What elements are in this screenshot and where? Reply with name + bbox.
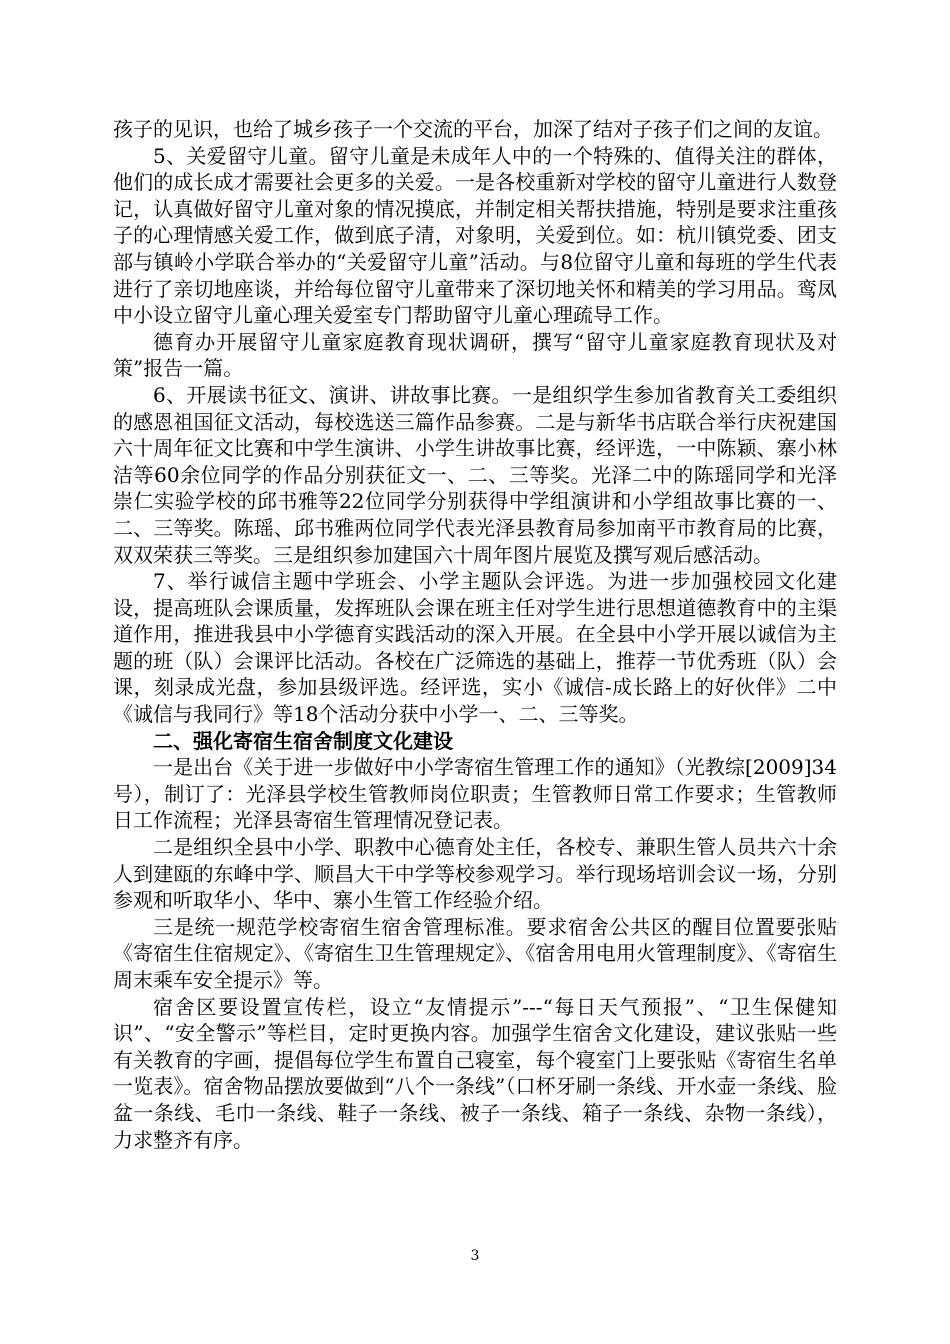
paragraph-intro-continuation: 孩子的见识，也给了城乡孩子一个交流的平台，加深了结对子孩子们之间的友谊。 bbox=[113, 117, 833, 141]
paragraph-integrity-class-meeting: 7、举行诚信主题中学班会、小学主题队会评选。为进一步加强校园文化建设，提高班队会课质量，发挥班队会课在班主任对学生进行思想道德教育中的主渠道作用，推进我县中小学德育实践活动的深入开展。在全县中小学开展以诚信为主题的班（队）会课评比活动。各校在广泛筛选的基础上，推荐一节优秀班（队）会课，刻录成光盘，参加县级评选。经评选，实小《诚信-成长路上的好伙伴》二中《诚信与我同行》等18个活动分获中小学一、二、三等奖。 bbox=[113, 569, 837, 727]
paragraph-boarding-notice: 一是出台《关于进一步做好中小学寄宿生管理工作的通知》（光教综[2009]34号），制订了：光泽县学校生管教师岗位职责；生管教师日常工作要求；生管教师日工作流程；光泽县寄宿生管理情况登记表。 bbox=[113, 755, 837, 833]
paragraph-study-visit: 二是组织全县中小学、职教中心德育处主任，各校专、兼职生管人员共六十余人到建瓯的东峰中学、顺昌大干中学等校参观学习。举行现场培训会议一场，分别参观和听取华小、华中、寨小生管工作经验介绍。 bbox=[113, 835, 837, 913]
page-number: 3 bbox=[470, 1248, 480, 1264]
section-heading: 二、强化寄宿生宿舍制度文化建设 bbox=[153, 728, 453, 753]
paragraph-dormitory-standards: 三是统一规范学校寄宿生宿舍管理标准。要求宿舍公共区的醒目位置要张贴《寄宿生住宿规定》、《寄宿生卫生管理规定》、《宿舍用电用火管理制度》、《寄宿生周末乘车安全提示》等。 bbox=[113, 914, 837, 992]
paragraph-survey-report: 德育办开展留守儿童家庭教育现状调研，撰写“留守儿童家庭教育现状及对策”报告一篇。 bbox=[113, 329, 837, 381]
paragraph-care-left-behind-children: 5、关爱留守儿童。留守儿童是未成年人中的一个特殊的、值得关注的群体，他们的成长成才需要社会更多的关爱。一是各校重新对学校的留守儿童进行人数登记，认真做好留守儿童对象的情况摸底，并制定相关帮扶措施，特别是要求注重孩子的心理情感关爱工作，做到底子清，对象明，关爱到位。如：杭川镇党委、团支部与镇岭小学联合举办的“关爱留守儿童”活动。与8位留守儿童和每班的学生代表进行了亲切地座谈，并给每位留守儿童带来了深切地关怀和精美的学习用品。鸾凤中小设立留守儿童心理关爱室专门帮助留守儿童心理疏导工作。 bbox=[113, 143, 837, 328]
paragraph-reading-speech-contest: 6、开展读书征文、演讲、讲故事比赛。一是组织学生参加省教育关工委组织的感恩祖国征文活动，每校选送三篇作品参赛。二是与新华书店联合举行庆祝建国六十周年征文比赛和中学生演讲、小学生讲故事比赛，经评选，一中陈颖、寨小林洁等60余位同学的作品分别获征文一、二、三等奖。光泽二中的陈瑶同学和光泽崇仁实验学校的邱书雅等22位同学分别获得中学组演讲和小学组故事比赛的一、二、三等奖。陈瑶、邱书雅两位同学代表光泽县教育局参加南平市教育局的比赛，双双荣获三等奖。三是组织参加建国六十周年图片展览及撰写观后感活动。 bbox=[113, 382, 837, 567]
paragraph-dormitory-culture: 宿舍区要设置宣传栏，设立“友情提示”---“每日天气预报”、“卫生保健知识”、“安全警示”等栏目，定时更换内容。加强学生宿舍文化建设，建议张贴一些有关教育的字画，提倡每位学生布置自己寝室，每个寝室门上要张贴《寄宿生名单一览表》。宿舍物品摆放要做到“八个一条线”（口杯牙刷一条线、开水壶一条线、脸盆一条线、毛巾一条线、鞋子一条线、被子一条线、箱子一条线、杂物一条线），力求整齐有序。 bbox=[113, 994, 837, 1152]
document-body bbox=[113, 116, 837, 1153]
